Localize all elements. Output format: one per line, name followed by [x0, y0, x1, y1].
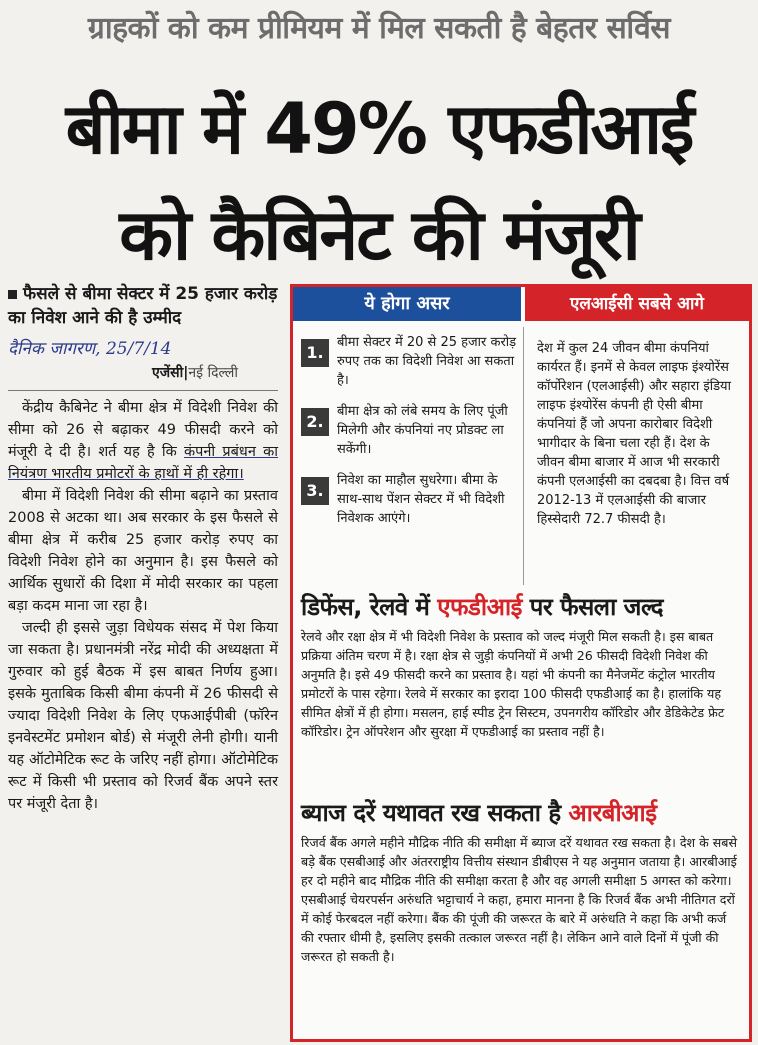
item-number: 2.: [301, 408, 329, 436]
defence-text: रेलवे और रक्षा क्षेत्र में भी विदेशी निवेश के प्रस्ताव को जल्द मंजूरी मिल सकती है। इस बाबत प्रक्रिया अंतिम चरण में है। रक्षा क्षेत्र से जुड़ी कंपनियों में अभी 26 फीसदी विदेशी निवेश की अनुमति है। इसे 49 फीसदी करने का प्रस्ताव है। यहां भी कंपनी का मैनेजमेंट कंट्रोल भारतीय प्रमोटरों के पास रहेगा। रेलवे में सरकार का इरादा 100 फीसदी एफडीआई का है। हालांकि यह सीमित क्षेत्रों में ही होगा। मसलन, हाई स्पीड ट्रेन सिस्टम, उपनगरीय कॉरिडोर और डेडिकेटेड फ्रेट कॉरिडोर। ट्रेन ऑपरेशन और सुरक्षा में एफडीआई का प्रस्ताव नहीं है।: [301, 629, 725, 739]
rbi-text: रिजर्व बैंक अगले महीने मौद्रिक नीति की समीक्षा में ब्याज दरें यथावत रख सकता है। देश के सबसे बड़े बैंक एसबीआई और अंतरराष्ट्रीय वित्तीय संस्थान डीबीएस ने यह अनुमान जताया है। आरबीआई हर दो महीने बाद मौद्रिक नीति की समीक्षा करता है और वह अगली समीक्षा 5 अगस्त को करेगा। एसबीआई चेयरपर्सन अरुंधति भट्टाचार्य ने कहा, हमारा मानना है कि रिजर्व बैंक अभी नीतिगत दरों में कोई फेरबदल नहीं करेगा। बैंक की पूंजी की जरूरत के बारे में अरुंधति ने कहा कि अभी कर्ज की रफ्तार धीमी है, इसलिए इसकी तत्काल जरूरत नहीं है। लेकिन आने वाले दिनों में पूंजी की जरूरत हो सकती है।: [301, 835, 738, 964]
bullet-square-icon: [8, 290, 17, 299]
handwritten-note: दैनिक जागरण, 25/7/14: [8, 339, 172, 359]
article-body: [8, 397, 278, 815]
paragraph-1-text: केंद्रीय कैबिनेट ने बीमा क्षेत्र में विदेशी निवेश की सीमा को 26 से बढ़ाकर 49 फीसदी करने को मंजूरी दे दी है। शर्त यह है कि: [8, 400, 278, 460]
paragraph-1: [8, 397, 278, 485]
item-text: बीमा सेक्टर में 20 से 25 हजार करोड़ रुपए तक का विदेशी निवेश आ सकता है।: [337, 335, 517, 388]
paragraph-2: बीमा में विदेशी निवेश की सीमा बढ़ाने का प्रस्ताव 2008 से अटका था। अब सरकार के इस फैसले से बीमा क्षेत्र में करीब 25 हजार करोड़ रुपए का विदेशी निवेश होने का अनुमान है। इस फैसले को आर्थिक सुधारों की दिशा में मोदी सरकार का पहला बड़ा कदम माना जा रहा है।: [8, 488, 278, 614]
heading-part: डिफेंस, रेलवे में: [301, 593, 438, 621]
impact-list: [301, 333, 519, 540]
lic-text: देश में कुल 24 जीवन बीमा कंपनियां कार्यरत हैं। इनमें से केवल लाइफ इंश्योरेंस कॉर्पोरेशन (एलआईसी) और सहारा इंडिया लाइफ इंश्योरेंस कंपनी ही ऐसी बीमा कंपनियां हैं जो अपना कारोबार विदेशी भागीदार के बिना चला रही हैं। देश के जीवन बीमा बाजार में आज भी सरकारी कंपनी एलआईसी का दबदबा है। वित्त वर्ष 2012-13 में एलआईसी की बाजार हिस्सेदारी 72.7 फीसदी है।: [537, 341, 731, 527]
main-headline-line2: को कैबिनेट की मंजूरी: [119, 194, 639, 276]
item-number: 1.: [301, 339, 329, 367]
list-item: [301, 333, 519, 390]
divider: [523, 327, 524, 585]
main-headline-line1: बीमा में 49% एफडीआई: [65, 88, 693, 170]
subheading-text: फैसले से बीमा सेक्टर में 25 हजार करोड़ का निवेश आने की है उम्मीद: [8, 284, 278, 328]
list-item: [301, 471, 519, 528]
left-column: [8, 282, 278, 815]
byline: एजेंसी|नई दिल्ली: [152, 365, 238, 381]
item-text: निवेश का माहौल सुधरेगा। बीमा के साथ-साथ पेंशन सेक्टर में भी विदेशी निवेशक आएंगे।: [337, 473, 505, 526]
heading-highlight: आरबीआई: [568, 799, 657, 827]
paragraph-3: जल्दी ही इससे जुड़ा विधेयक संसद में पेश किया जा सकता है। प्रधानमंत्री नरेंद्र मोदी की अध्यक्षता में गुरुवार को हुई बैठक में इस बाबत निर्णय हुआ। इसके मुताबिक किसी बीमा कंपनी में 26 फीसदी से ज्यादा विदेशी निवेश के लिए एफआईपीबी (फॉरेन इनवेस्टमेंट प्रमोशन बोर्ड) से मंजूरी लेनी होगी। यानी यह ऑटोमेटिक रूट के जरिए नहीं होगा। ऑटोमेटिक रूट में किसी भी प्रस्ताव को रिजर्व बैंक अपने स्तर पर मंजूरी देता है।: [8, 620, 278, 812]
sidebar-box: [290, 284, 752, 1042]
kicker-headline: ग्राहकों को कम प्रीमियम में मिल सकती है बेहतर सर्विस: [87, 11, 671, 46]
subheading: [8, 282, 278, 330]
byline-place: नई दिल्ली: [188, 365, 238, 381]
heading-highlight: एफडीआई: [437, 593, 522, 621]
defence-heading: [301, 591, 741, 623]
item-text: बीमा क्षेत्र को लंबे समय के लिए पूंजी मिलेगी और कंपनियां नए प्रोडक्ट ला सकेंगी।: [337, 404, 508, 457]
rbi-heading: [301, 797, 741, 829]
tab-impact: ये होगा असर: [293, 287, 521, 321]
heading-part: पर फैसला जल्द: [521, 593, 664, 621]
list-item: [301, 402, 519, 459]
byline-agency: एजेंसी: [152, 365, 184, 381]
rbi-section: [301, 797, 741, 966]
defence-section: [301, 591, 741, 741]
tab-lic: एलआईसी सबसे आगे: [525, 287, 749, 321]
paragraph-1-underlined: कंपनी प्रबंधन का नियंत्रण भारतीय प्रमोटरों के हाथों में ही रहेगा।: [8, 444, 279, 482]
heading-part: ब्याज दरें यथावत रख सकता है: [301, 799, 569, 827]
divider: [8, 390, 278, 391]
item-number: 3.: [301, 477, 329, 505]
